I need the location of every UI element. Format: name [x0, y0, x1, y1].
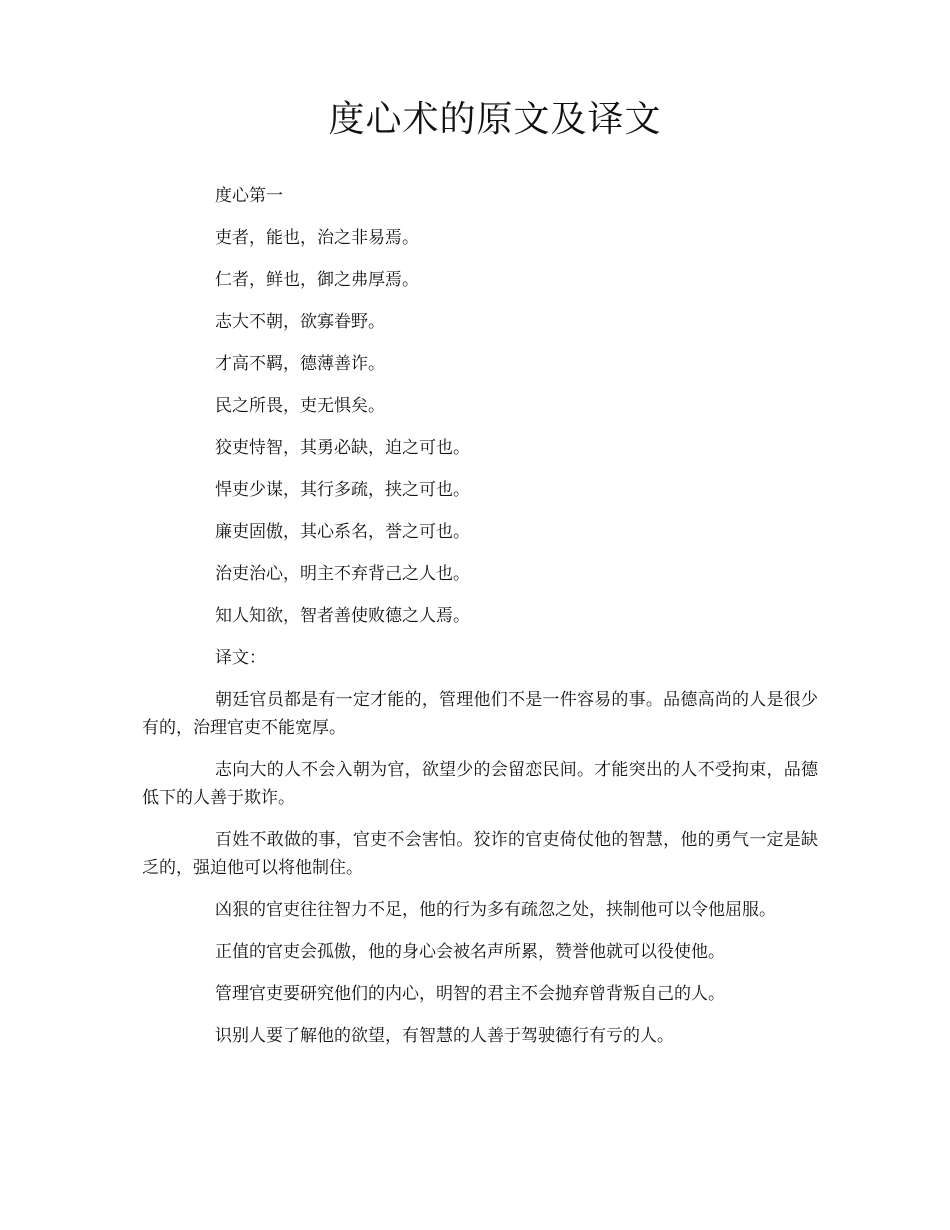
paragraph-translation-6: 管理官吏要研究他们的内心，明智的君主不会抛弃曾背叛自己的人。: [215, 984, 725, 1004]
paragraph-translation-7: 识别人要了解他的欲望，有智慧的人善于驾驶德行有亏的人。: [215, 1026, 674, 1046]
paragraph-original-8: 廉吏固傲，其心系名，誉之可也。: [215, 522, 470, 542]
document-body: [142, 182, 818, 1064]
paragraph-original-7: 悍吏少谋，其行多疏，挟之可也。: [215, 480, 470, 500]
paragraph-original-1: 吏者，能也，治之非易焉。: [215, 228, 419, 248]
paragraph-translation-1: 朝廷官员都是有一定才能的，管理他们不是一件容易的事。品德高尚的人是很少有的，治理官吏不能宽厚。: [142, 690, 818, 738]
paragraph-original-3: 志大不朝，欲寡眷野。: [215, 312, 385, 332]
paragraph-section-heading: 度心第一: [215, 186, 283, 206]
paragraph-translation-5: 正值的官吏会孤傲，他的身心会被名声所累，赞誉他就可以役使他。: [215, 942, 725, 962]
paragraph-original-9: 治吏治心，明主不弃背己之人也。: [215, 564, 470, 584]
paragraph-original-6: 狡吏恃智，其勇必缺，迫之可也。: [215, 438, 470, 458]
paragraph-translation-4: 凶狠的官吏往往智力不足，他的行为多有疏忽之处，挟制他可以令他屈服。: [215, 900, 776, 920]
paragraph-original-5: 民之所畏，吏无惧矣。: [215, 396, 385, 416]
paragraph-original-4: 才高不羁，德薄善诈。: [215, 354, 385, 374]
paragraph-translation-3: 百姓不敢做的事，官吏不会害怕。狡诈的官吏倚仗他的智慧，他的勇气一定是缺乏的，强迫他可以将他制住。: [142, 830, 818, 878]
paragraph-translation-heading: 译文：: [215, 648, 266, 668]
document-title: 度心术的原文及译文: [328, 99, 662, 140]
paragraph-original-2: 仁者，鲜也，御之弗厚焉。: [215, 270, 419, 290]
paragraph-translation-2: 志向大的人不会入朝为官，欲望少的会留恋民间。才能突出的人不受拘束，品德低下的人善于欺诈。: [142, 760, 818, 808]
paragraph-original-10: 知人知欲，智者善使败德之人焉。: [215, 606, 470, 626]
